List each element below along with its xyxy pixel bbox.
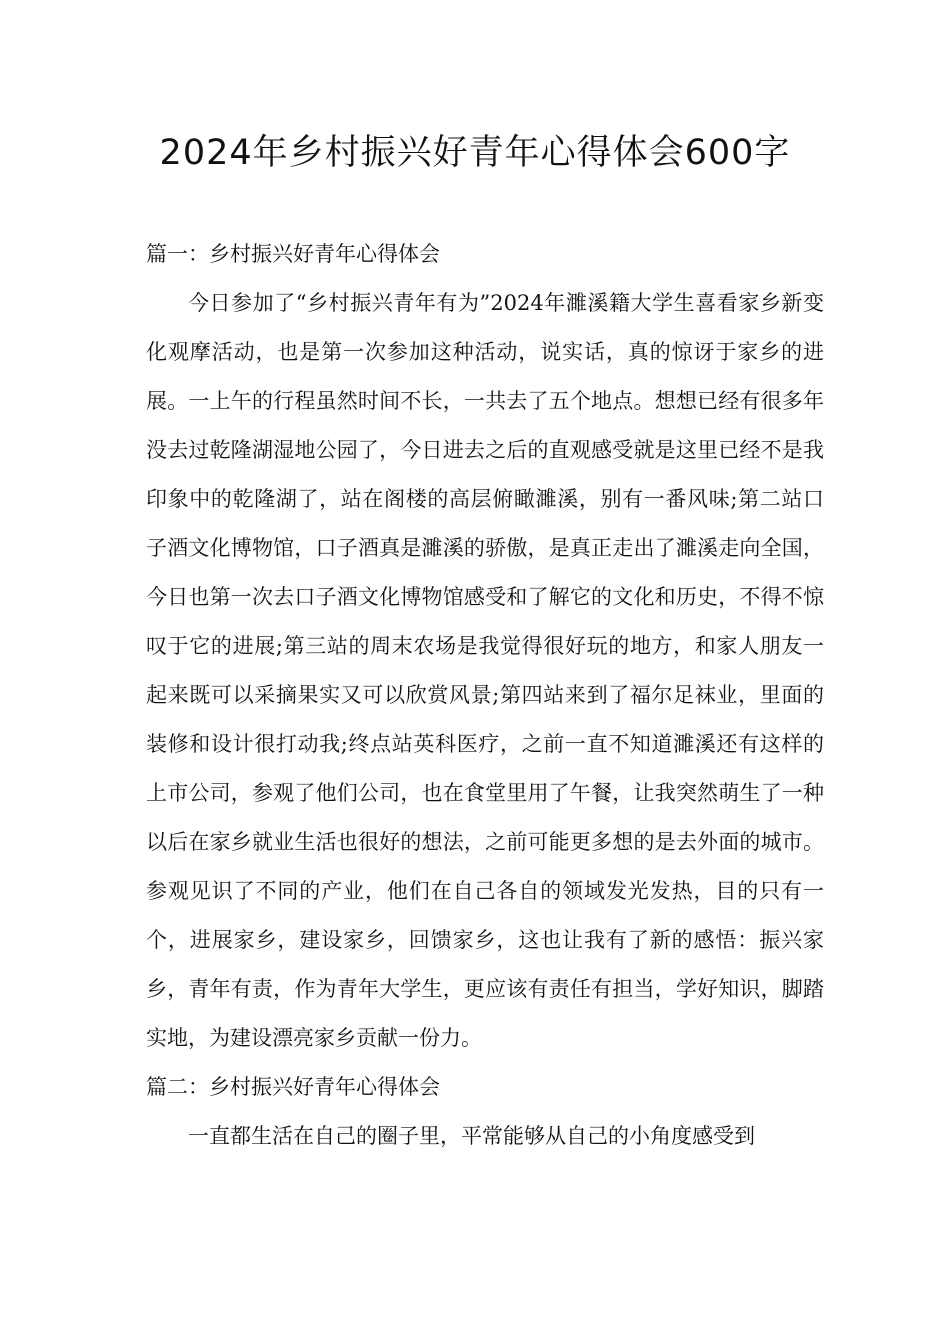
document-title: 2024年乡村振兴好青年心得体会600字	[159, 133, 791, 173]
document-body	[146, 230, 824, 1161]
section-paragraph-1: 今日参加了“乡村振兴青年有为”2024年濉溪籍大学生喜看家乡新变化观摩活动，也是第一次参加这种活动，说实话，真的惊讶于家乡的进展。一上午的行程虽然时间不长，一共去了五个地点。想想已经有很多年没去过乾隆湖湿地公园了，今日进去之后的直观感受就是这里已经不是我印象中的乾隆湖了，站在阁楼的高层俯瞰濉溪，别有一番风味;第二站口子酒文化博物馆，口子酒真是濉溪的骄傲，是真正走出了濉溪走向全国，今日也第一次去口子酒文化博物馆感受和了解它的文化和历史，不得不惊叹于它的进展;第三站的周末农场是我觉得很好玩的地方，和家人朋友一起来既可以采摘果实又可以欣赏风景;第四站来到了福尔足袜业，里面的装修和设计很打动我;终点站英科医疗，之前一直不知道濉溪还有这样的上市公司，参观了他们公司，也在食堂里用了午餐，让我突然萌生了一种以后在家乡就业生活也很好的想法，之前可能更多想的是去外面的城市。参观见识了不同的产业，他们在自己各自的领域发光发热，目的只有一个，进展家乡，建设家乡，回馈家乡，这也让我有了新的感悟：振兴家乡，青年有责，作为青年大学生，更应该有责任有担当，学好知识，脚踏实地，为建设漂亮家乡贡献一份力。	[146, 291, 824, 1050]
section-heading-1: 篇一：乡村振兴好青年心得体会	[146, 242, 440, 266]
section-heading-2: 篇二：乡村振兴好青年心得体会	[146, 1075, 440, 1099]
section-paragraph-2: 一直都生活在自己的圈子里，平常能够从自己的小角度感受到	[188, 1124, 755, 1148]
